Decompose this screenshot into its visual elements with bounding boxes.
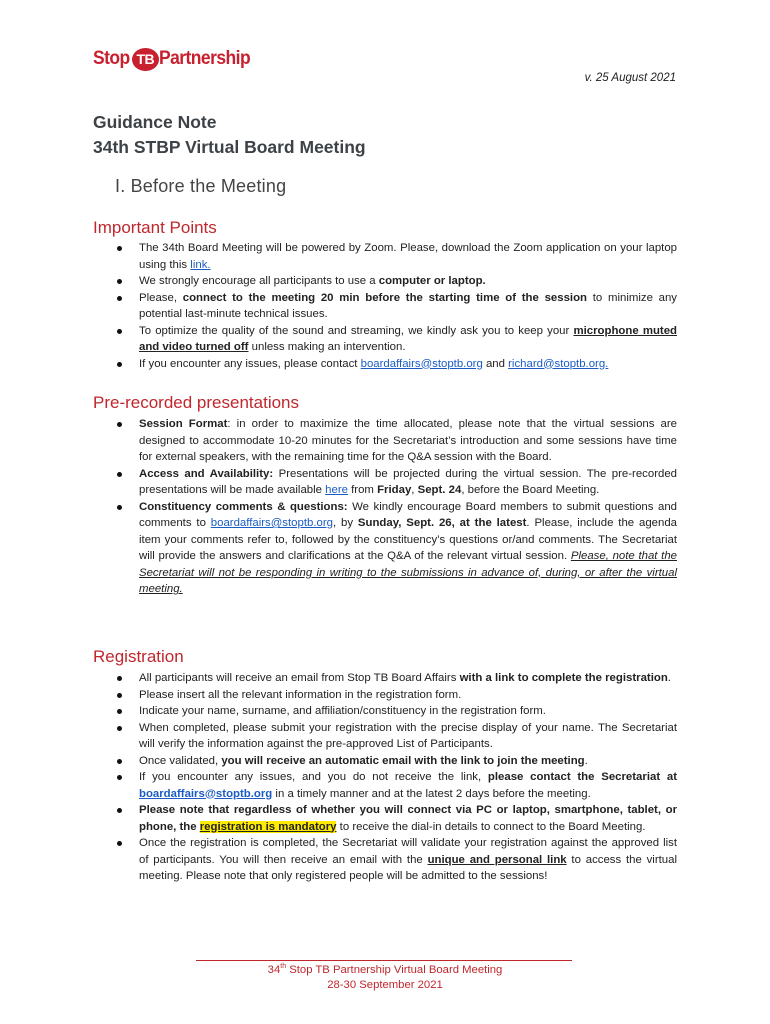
logo-tb-badge: TB bbox=[132, 48, 159, 71]
list-item: Constituency comments & questions: We kindly encourage Board members to submit questions and comments to boardaffairs@stoptb.org, by Sunday, Sept. 26, at the latest. Please, include the agenda item your comments refer to, followed by the constituency’s questions or/and comments. The Secretariat will provide the answers and clarifications at the Q&A of the relevant virtual session. Please, note that the Secretariat will not be responding in writing to the submissions in advance of, during, or after the virtual meeting. bbox=[93, 499, 677, 598]
prerecorded-list bbox=[93, 416, 677, 598]
zoom-download-link[interactable]: link. bbox=[190, 258, 211, 271]
bullet-icon bbox=[117, 808, 122, 813]
registration-list bbox=[93, 670, 677, 885]
bullet-icon bbox=[117, 422, 122, 427]
bullet-icon bbox=[117, 676, 122, 681]
list-item: Once validated, you will receive an automatic email with the link to join the meeting. bbox=[93, 753, 677, 770]
list-item: All participants will receive an email from Stop TB Board Affairs with a link to complete the registration. bbox=[93, 670, 677, 687]
footer-line-2: 28-30 September 2021 bbox=[327, 979, 443, 991]
list-item: Access and Availability: Presentations will be projected during the virtual session. The pre-recorded presentations will be made available here from Friday, Sept. 24, before the Board Meeting. bbox=[93, 466, 677, 499]
stop-tb-partnership-logo bbox=[93, 44, 258, 74]
title-line-2: 34th STBP Virtual Board Meeting bbox=[93, 137, 366, 157]
footer-line-1: 34th Stop TB Partnership Virtual Board Meeting bbox=[267, 963, 503, 976]
list-item: Once the registration is completed, the Secretariat will validate your registration against the approved list of participants. You will then receive an email with the unique and personal link to access the virtual meeting. Please note that only registered people will be admitted to the sessions! bbox=[93, 835, 677, 885]
bullet-icon bbox=[117, 759, 122, 764]
bullet-icon bbox=[117, 505, 122, 510]
list-item: When completed, please submit your registration with the precise display of your name. The Secretariat will verify the information against the pre-approved List of Participants. bbox=[93, 720, 677, 753]
document-title bbox=[93, 110, 366, 160]
boardaffairs-email-link[interactable]: boardaffairs@stoptb.org bbox=[210, 517, 333, 529]
bullet-icon bbox=[117, 246, 122, 251]
bullet-icon bbox=[117, 726, 122, 731]
footer-divider bbox=[196, 960, 572, 961]
list-item: Session Format: in order to maximize the time allocated, please note that the virtual sessions are designed to accommodate 10-20 minutes for the Secretariat’s introduction and some sessions have time for external speakers, with the remaining time for the Q&A session with the Board. bbox=[93, 416, 677, 466]
logo-word-partnership: Partnership bbox=[158, 48, 250, 69]
bullet-icon bbox=[117, 693, 122, 698]
bullet-icon bbox=[117, 296, 122, 301]
bullet-icon bbox=[117, 362, 122, 367]
presentations-here-link[interactable]: here bbox=[325, 484, 348, 496]
section-heading: I. Before the Meeting bbox=[115, 176, 287, 196]
important-points-list bbox=[93, 240, 677, 372]
list-item: Please, connect to the meeting 20 min before the starting time of the session to minimize any potential last-minute technical issues. bbox=[93, 290, 677, 323]
important-points-heading: Important Points bbox=[93, 218, 217, 237]
bullet-icon bbox=[117, 279, 122, 284]
prerecorded-heading: Pre-recorded presentations bbox=[93, 393, 300, 412]
logo-word-stop: Stop bbox=[93, 48, 130, 69]
list-item: If you encounter any issues, and you do not receive the link, please contact the Secretariat at boardaffairs@stoptb.org in a timely manner and at the latest 2 days before the meeting. bbox=[93, 769, 677, 802]
registration-mandatory-highlight: registration is mandatory bbox=[199, 820, 337, 833]
bullet-icon bbox=[117, 329, 122, 334]
version-date: v. 25 August 2021 bbox=[584, 72, 676, 84]
boardaffairs-email-link[interactable]: boardaffairs@stoptb.org bbox=[139, 787, 273, 800]
list-item: Please insert all the relevant information in the registration form. bbox=[93, 687, 677, 704]
title-line-1: Guidance Note bbox=[93, 112, 217, 132]
list-item: If you encounter any issues, please contact boardaffairs@stoptb.org and richard@stoptb.org. bbox=[93, 356, 677, 373]
bullet-icon bbox=[117, 472, 122, 477]
richard-email-link[interactable]: richard@stoptb.org. bbox=[508, 357, 609, 370]
registration-heading: Registration bbox=[93, 647, 184, 666]
bullet-icon bbox=[117, 709, 122, 714]
list-item: The 34th Board Meeting will be powered by Zoom. Please, download the Zoom application on your laptop using this link. bbox=[93, 240, 677, 273]
list-item: Please note that regardless of whether you will connect via PC or laptop, smartphone, tablet, or phone, the registration is mandatory to receive the dial-in details to connect to the Board Meeting. bbox=[93, 802, 677, 835]
list-item: To optimize the quality of the sound and streaming, we kindly ask you to keep your microphone muted and video turned off unless making an intervention. bbox=[93, 323, 677, 356]
bullet-icon bbox=[117, 775, 122, 780]
boardaffairs-email-link[interactable]: boardaffairs@stoptb.org bbox=[360, 357, 483, 370]
list-item: Indicate your name, surname, and affiliation/constituency in the registration form. bbox=[93, 703, 677, 720]
bullet-icon bbox=[117, 841, 122, 846]
list-item: We strongly encourage all participants to use a computer or laptop. bbox=[93, 273, 677, 290]
